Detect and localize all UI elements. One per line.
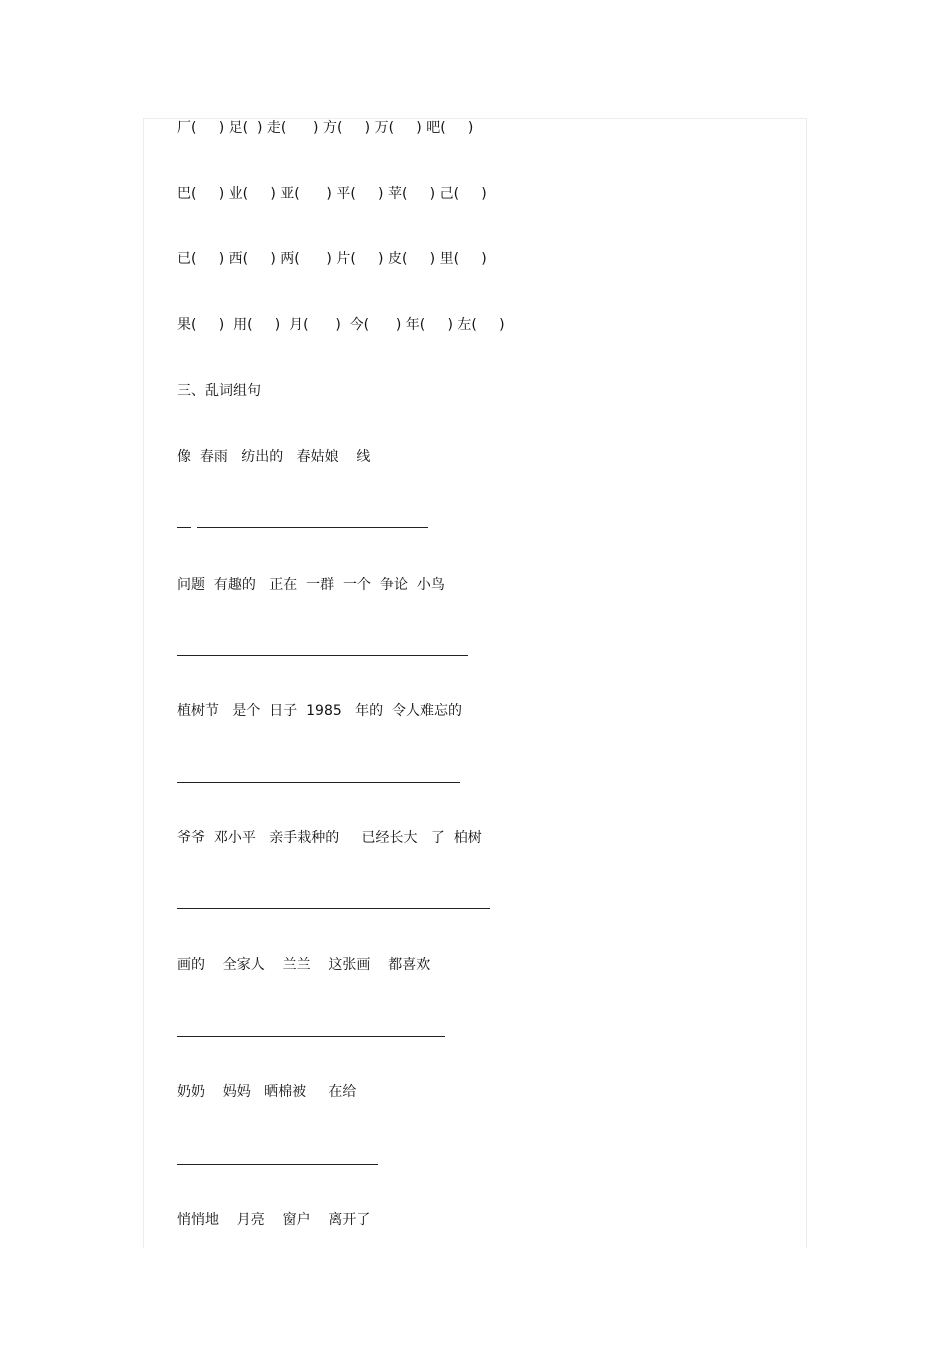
sentence-3: 植树节 是个 日子 1985 年的 令人难忘的 (177, 703, 463, 719)
sentence-2: 问题 有趣的 正在 一群 一个 争论 小鸟 (177, 577, 445, 593)
char-row-3: 已( ) 西( ) 两( ) 片( ) 皮( ) 里( ) (177, 251, 487, 267)
sentence-1: 像 春雨 纺出的 春姑娘 线 (177, 449, 371, 465)
document-page (143, 118, 807, 1248)
answer-line-1a (177, 527, 191, 528)
answer-line-5 (177, 1036, 445, 1037)
sentence-4: 爷爷 邓小平 亲手栽种的 已经长大 了 柏树 (177, 830, 482, 846)
char-row-1: 厂( ) 足( ) 走( ) 方( ) 万( ) 吧( ) (177, 120, 474, 136)
answer-line-2 (177, 655, 468, 656)
section-title: 三、乱词组句 (177, 383, 261, 399)
answer-line-4 (177, 908, 490, 909)
char-row-2: 巴( ) 业( ) 亚( ) 平( ) 苹( ) 己( ) (177, 186, 487, 202)
sentence-7: 悄悄地 月亮 窗户 离开了 (177, 1212, 371, 1228)
answer-line-1b (197, 527, 428, 528)
answer-line-6 (177, 1164, 378, 1165)
answer-line-3 (177, 782, 460, 783)
sentence-6: 奶奶 妈妈 晒棉被 在给 (177, 1084, 357, 1100)
sentence-5: 画的 全家人 兰兰 这张画 都喜欢 (177, 957, 431, 973)
char-row-4: 果( ) 用( ) 月( ) 今( ) 年( ) 左( ) (177, 317, 505, 333)
